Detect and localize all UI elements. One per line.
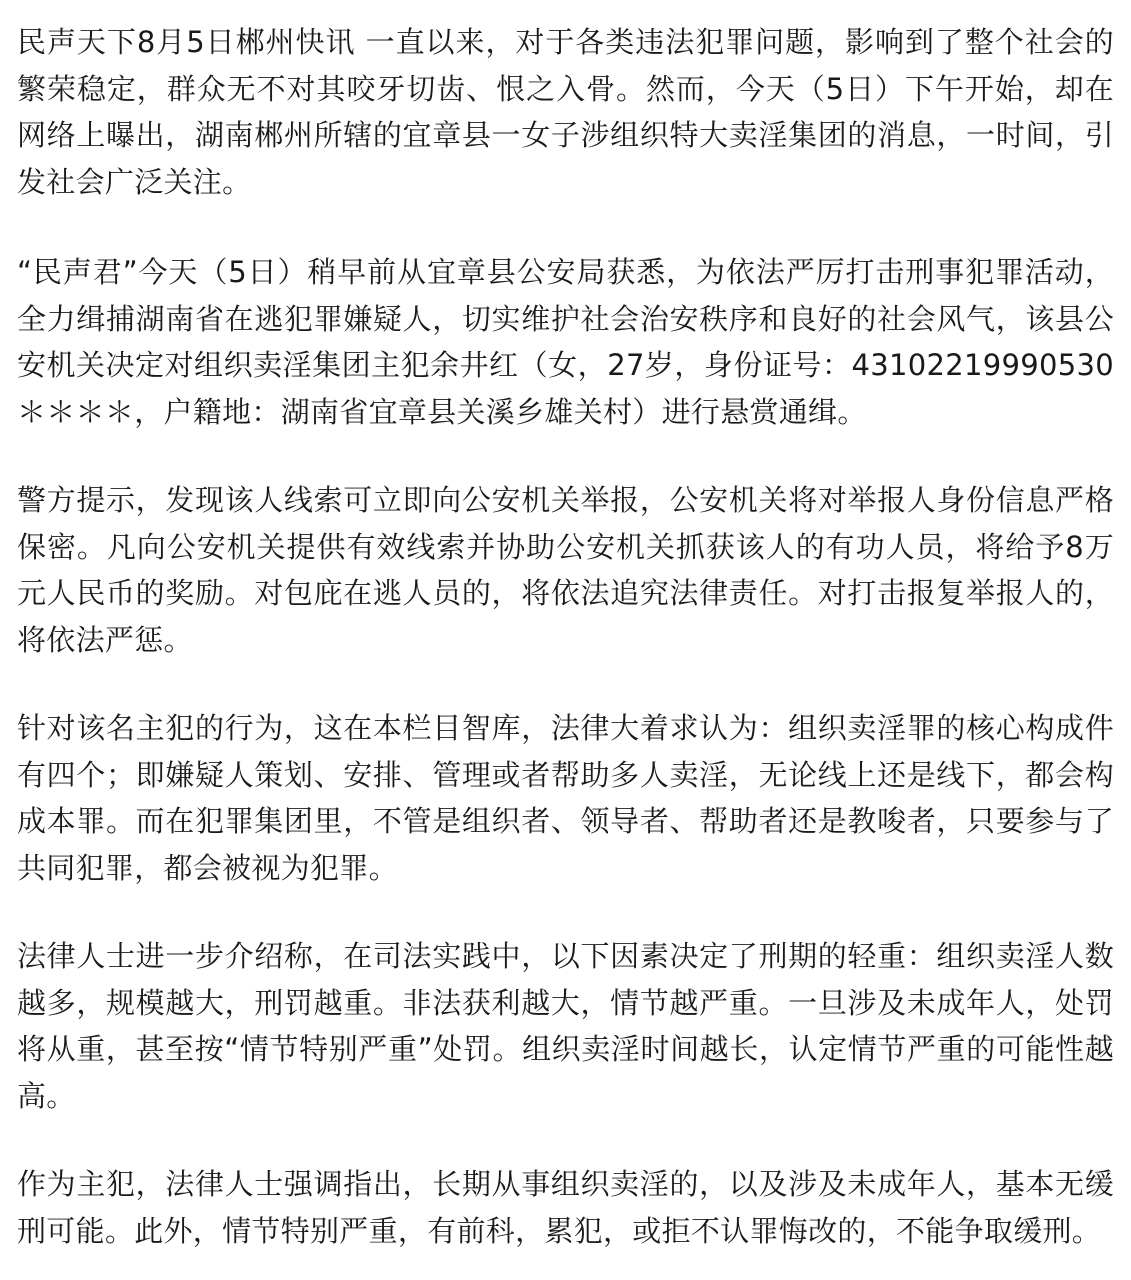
paragraph-4: 针对该名主犯的行为，这在本栏目智库，法律大着求认为：组织卖淫罪的核心构成件有四个；即嫌疑人策划、安排、管理或者帮助多人卖淫，无论线上还是线下，都会构成本罪。而在犯罪集团里，不管是组织者、领导者、帮助者还是教唆者，只要参与了共同犯罪，都会被视为犯罪。 — [17, 711, 1114, 885]
paragraph-6: 作为主犯，法律人士强调指出，长期从事组织卖淫的，以及涉及未成年人，基本无缓刑可能。此外，情节特别严重，有前科，累犯，或拒不认罪悔改的，不能争取缓刑。 — [17, 1167, 1114, 1248]
paragraph-3: 警方提示，发现该人线索可立即向公安机关举报，公安机关将对举报人身份信息严格保密。凡向公安机关提供有效线索并协助公安机关抓获该人的有功人员，将给予8万元人民币的奖励。对包庇在逃人员的，将依法追究法律责任。对打击报复举报人的，将依法严惩。 — [17, 483, 1114, 657]
paragraph-5: 法律人士进一步介绍称，在司法实践中，以下因素决定了刑期的轻重：组织卖淫人数越多，规模越大，刑罚越重。非法获利越大，情节越严重。一旦涉及未成年人，处罚将从重，甚至按“情节特别严重”处罚。组织卖淫时间越长，认定情节严重的可能性越高。 — [17, 939, 1114, 1113]
paragraph-2: “民声君”今天（5日）稍早前从宜章县公安局获悉，为依法严厉打击刑事犯罪活动，全力缉捕湖南省在逃犯罪嫌疑人，切实维护社会治安秩序和良好的社会风气，该县公安机关决定对组织卖淫集团主犯余井红（女，27岁，身份证号：43102219990530＊＊＊＊，户籍地：湖南省宜章县关溪乡雄关村）进行悬赏通缉。 — [17, 255, 1114, 429]
paragraph-1: 民声天下8月5日郴州快讯 一直以来，对于各类违法犯罪问题，影响到了整个社会的繁荣稳定，群众无不对其咬牙切齿、恨之入骨。然而，今天（5日）下午开始，却在网络上曝出，湖南郴州所辖的宜章县一女子涉组织特大卖淫集团的消息，一时间，引发社会广泛关注。 — [17, 25, 1114, 199]
